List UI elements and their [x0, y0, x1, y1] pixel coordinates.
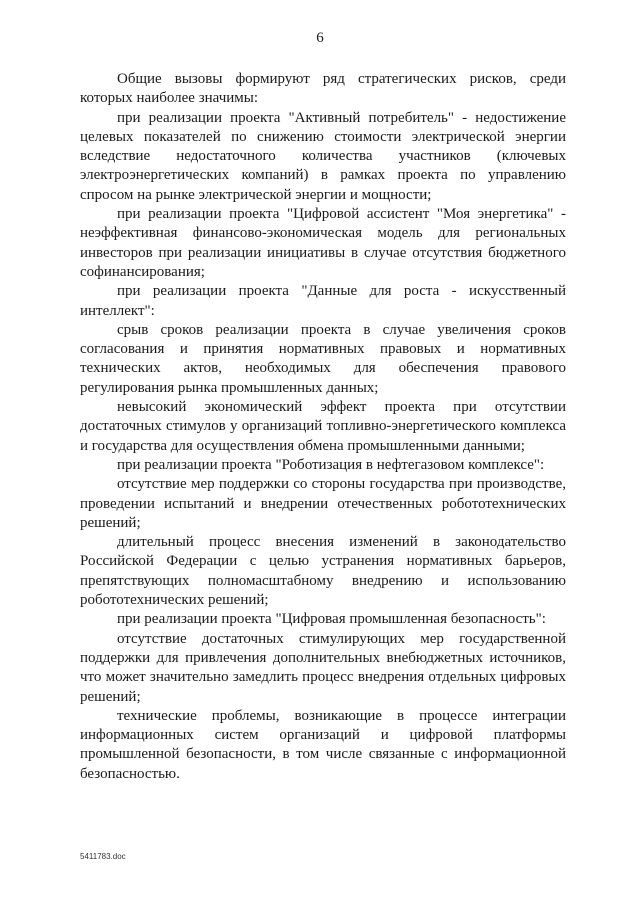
body-paragraph: отсутствие достаточных стимулирующих мер государственной поддержки для привлечения дополнительных внебюджетных источников, что может значительно замедлить процесс внедрения отдельных цифровых решений; — [80, 630, 566, 705]
body-paragraph: при реализации проекта "Активный потребитель" - недостижение целевых показателей по снижению стоимости электрической энергии вследствие недостаточного количества участников (ключевых электроэнергетических компаний) в рамках проекта по управлению спросом на рынке электрической энергии и мощности; — [80, 109, 566, 203]
body-paragraph: срыв сроков реализации проекта в случае увеличения сроков согласования и принятия нормативных правовых и нормативных технических актов, необходимых для обеспечения правового регулирования рынка промышленных данных; — [80, 321, 566, 396]
body-paragraph: при реализации проекта "Данные для роста - искусственный интеллект": — [80, 283, 566, 319]
body-paragraph: длительный процесс внесения изменений в законодательство Российской Федерации с целью устранения нормативных барьеров, препятствующих полномасштабному внедрению и использованию робототехнических решений; — [80, 534, 566, 609]
footer-filename: 5411783.doc — [80, 852, 126, 861]
body-paragraph: при реализации проекта "Цифровая промышленная безопасность": — [117, 611, 546, 628]
body-paragraph: при реализации проекта "Цифровой ассистент "Моя энергетика" - неэффективная финансово-экономическая модель для региональных инвесторов при реализации инициативы в случае отсутствия бюджетного софинансирования; — [80, 206, 566, 280]
body-paragraph: Общие вызовы формируют ряд стратегических рисков, среди которых наиболее значимы: — [80, 71, 566, 107]
body-paragraph: технические проблемы, возникающие в процессе интеграции информационных систем организаций и цифровой платформы промышленной безопасности, в том числе связанные с информационной безопасностью. — [80, 707, 566, 782]
document-body — [80, 70, 566, 784]
body-paragraph: отсутствие мер поддержки со стороны государства при производстве, проведении испытаний и внедрении отечественных робототехнических решений; — [80, 476, 566, 531]
body-paragraph: невысокий экономический эффект проекта при отсутствии достаточных стимулов у организаций топливно-энергетического комплекса и государства для осуществления обмена промышленными данными; — [80, 399, 566, 454]
page-number: 6 — [316, 30, 324, 46]
body-paragraph: при реализации проекта "Роботизация в нефтегазовом комплексе": — [117, 456, 545, 473]
